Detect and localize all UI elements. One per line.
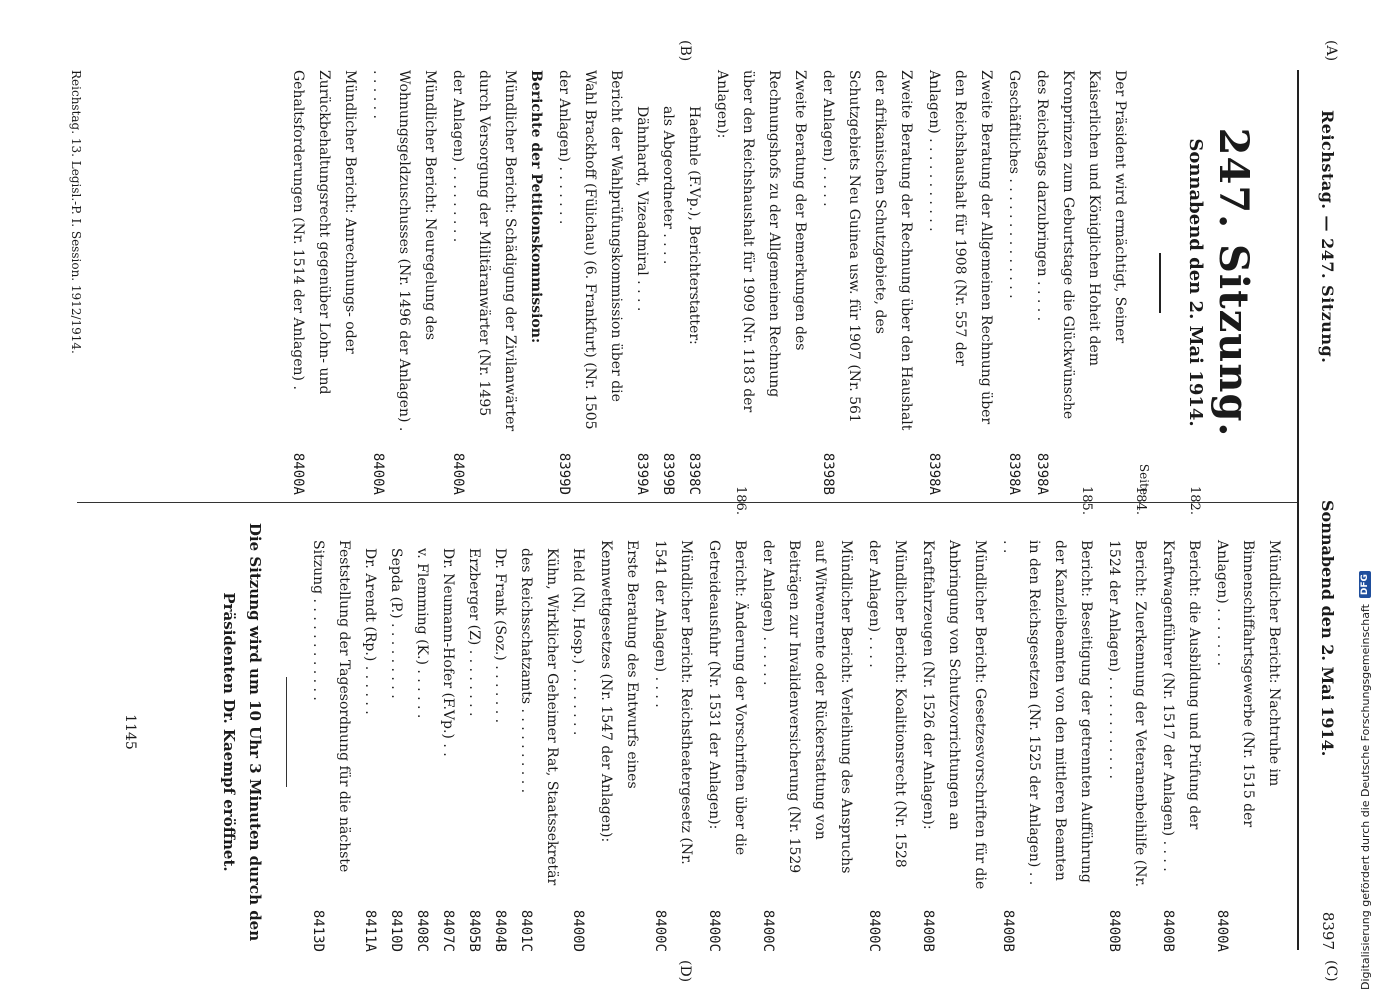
entry-page-ref: 8407C (440, 909, 456, 952)
entry-page-ref: 8400C (652, 909, 668, 952)
seite-label: Seite (1137, 463, 1151, 495)
digitization-credit (1355, 0, 1375, 990)
speaker-entry: Dähnhardt, Vizeadmiral . . . . 8399A (629, 70, 655, 495)
entry-page-ref: 8399A (634, 452, 650, 495)
header-right-title: Sonnabend den 2. Mai 1914. (1318, 500, 1337, 757)
entry-number: 182. (1187, 486, 1202, 515)
entry-page-ref: 8400B (1106, 909, 1122, 952)
entry-page-ref: 8398C (686, 452, 702, 495)
speaker-entry: Erzberger (Z) . . . . . . . . 8405B (461, 512, 487, 952)
agenda-entry: Mündlicher Bericht: Schädigung der Zivilanwärter durch Versorgung der Militäranwärter (Nr. 1495 der Anlagen) . . . . . . . . . 8400A (445, 70, 523, 495)
agenda-entry: Mündlicher Bericht: Anrechnungs- oder Zurückbehaltungsrecht gegenüber Lohn- und Gehaltsforderungen (Nr. 1514 der Anlagen) . 8400A (285, 70, 363, 495)
speaker-entry: Sepda (P.) . . . . . . . . . 8410D (383, 512, 409, 952)
agenda-entry: Mündlicher Bericht: Neuregelung des Wohnungsgeldzuschusses (Nr. 1496 der Anlagen) . . . . . . . 8400A (365, 70, 443, 495)
agenda-entry: Mündlicher Bericht: Koalitionsrecht (Nr. 1528 der Anlagen) . . . . 8400C (861, 512, 913, 952)
agenda-entry: 184. Bericht: Zuerkennung der Veteranenbeihilfe (Nr. 1524 der Anlagen) . . . . . . . . . . . . 8400B (1101, 512, 1153, 952)
speaker-entry: Haehnle (F.Vp.), Berichterstatter: 8398C (681, 70, 707, 495)
title-rule (1159, 253, 1161, 313)
speaker-entry: v. Flemming (K.) . . . . . . 8408C (409, 512, 435, 952)
speaker-entry: als Abgeordneter . . . . 8399B (655, 70, 681, 495)
agenda-entry: Mündlicher Bericht: Nachtruhe im Binnenschiffahrtsgewerbe (Nr. 1515 der Anlagen) . . . . . . . 8400A (1209, 512, 1287, 952)
header-rule (1297, 70, 1299, 950)
entry-page-ref: 8400B (1000, 909, 1016, 952)
agenda-entry: Der Präsident wird ermächtigt, Seiner Kaiserlichen und Königlichen Hoheit dem Kronprinzen zum Geburtstage die Glückwünsche des Reichstags darzubringen . . . . . 8398A (1029, 70, 1133, 495)
speaker-entry: Dr. Frank (Soz.) . . . . . . . 8404B (487, 512, 513, 952)
agenda-entry: Mündlicher Bericht: Reichstheatergesetz (Nr. 1541 der Anlagen) . . . . 8400C (647, 512, 699, 952)
speaker-entry: Dr. Arendt (Rp.) . . . . . . 8411A (357, 512, 383, 952)
margin-marker-a: (A) (1323, 40, 1339, 62)
entry-page-ref: 8398A (1006, 452, 1022, 495)
entry-page-ref: 8398A (1034, 452, 1050, 495)
right-column (216, 486, 1287, 952)
running-header (1303, 70, 1343, 950)
agenda-entry: Mündlicher Bericht: Verleihung des Anspruchs auf Witwenrente oder Rückerstattung von Beiträgen zur Invalidenversicherung (Nr. 1529 der Anlagen) . . . . . . 8400C (755, 512, 859, 952)
entry-page-ref: 8410D (388, 909, 404, 952)
entry-page-ref: 8401C (518, 909, 534, 952)
agenda-entry: Zweite Beratung der Bemerkungen des Rechnungshofs zu der Allgemeinen Rechnung über den Reichshaushalt für 1909 (Nr. 1183 der Anlagen): (714, 70, 808, 413)
speaker-entry: Dr. Neumann-Hofer (F.Vp.) . . 8407C (435, 512, 461, 952)
column-divider (77, 502, 1297, 503)
entry-page-ref: 8400A (290, 452, 306, 495)
footer-imprint: Reichstag. 13. Legisl.-P. I. Session. 1912/1914. (69, 70, 83, 354)
entry-page-ref: 8398B (820, 452, 836, 495)
header-page-number: 8397 (1319, 911, 1337, 950)
agenda-entry: Geschäftliches . . . . . . . . . . . . . . 8398A (1001, 70, 1027, 495)
entry-page-ref: 8400B (920, 909, 936, 952)
agenda-entry: Mündlicher Bericht: Gesetzesvorschriften für die Anbringung von Schutzvorrichtungen an Kraftfahrzeugen (Nr. 1526 der Anlagen): 8400B (915, 512, 993, 952)
margin-marker-c: (C) (1323, 960, 1339, 982)
entry-page-ref: 8400B (1160, 909, 1176, 952)
dfg-logo: DFG (1359, 571, 1371, 598)
entry-page-ref: 8400A (1214, 909, 1230, 952)
session-title: 247. Sitzung. (1210, 127, 1257, 438)
agenda-entry: Bericht der Wahlprüfungskommission über die Wahl Brackhoff (Fülichau) (6. Frankfurt) (Nr. 1505 der Anlagen) . . . . . . . 8399D (551, 70, 629, 495)
sheet-number: 1145 (122, 714, 138, 750)
entry-page-ref: 8400C (706, 909, 722, 952)
entry-page-ref: 8404B (492, 909, 508, 952)
speaker-entry: Kühn, Wirklicher Geheimer Rat, Staatssekretär des Reichsschatzamts . . . . . . . . . . 8401C (513, 512, 565, 952)
entry-page-ref: 8413D (310, 909, 326, 952)
credit-text: Digitalisierung gefördert durch die Deutsche Forschungsgemeinschaft (1358, 604, 1372, 990)
agenda-entry: 182. Bericht: die Ausbildung und Prüfung der Kraftwagenführer (Nr. 1517 der Anlagen) . . . . 8400B (1155, 512, 1207, 952)
entry-page-ref: 8399D (556, 452, 572, 495)
agenda-entry: 186. Bericht: Änderung der Vorschriften über die Getreideausfuhr (Nr. 1531 der Anlagen): 8400C (701, 512, 753, 952)
entry-page-ref: 8400A (450, 452, 466, 495)
entry-page-ref: 8400A (370, 452, 386, 495)
entry-number: 185. (1079, 486, 1094, 515)
agenda-entry: Zweite Beratung der Allgemeinen Rechnung über den Reichshaushalt für 1908 (Nr. 557 der Anlagen) . . . . . . . . . . . 8398A (921, 70, 999, 495)
entry-page-ref: 8405B (466, 909, 482, 952)
entry-page-ref: 8398A (926, 452, 942, 495)
entry-page-ref: 8400C (866, 909, 882, 952)
petition-heading: Berichte der Petitionskommission: (528, 70, 544, 344)
agenda-entry: Feststellung der Tagesordnung für die nächste Sitzung . . . . . . . . . . . . 8413D (305, 512, 357, 952)
session-date: Sonnabend den 2. Mai 1914. (1185, 138, 1206, 427)
agenda-entry: Zweite Beratung der Rechnung über den Haushalt der afrikanischen Schutzgebiete, des Schutzgebiets Neu Guinea usw. für 1907 (Nr. 561 der Anlagen) . . . . . 8398B (815, 70, 919, 495)
left-column (283, 70, 1287, 495)
entry-number: 186. (733, 486, 748, 515)
agenda-entry: Erste Beratung des Entwurfs eines Kennwettgesetzes (Nr. 1547 der Anlagen): (598, 540, 640, 843)
entry-page-ref: 8408C (414, 909, 430, 952)
entry-page-ref: 8400C (760, 909, 776, 952)
speaker-entry: Held (Nl, Hosp.) . . . . . . . . 8400D (565, 512, 591, 952)
margin-marker-d: (D) (677, 960, 693, 983)
entry-page-ref: 8400D (570, 909, 586, 952)
header-left-title: Reichstag. — 247. Sitzung. (1318, 110, 1337, 364)
entry-number: 184. (1133, 486, 1148, 515)
agenda-entry: 185. Bericht: Beseitigung der getrennten Aufführung der Kanzleibeamten von den mittleren Beamten in den Reichsgesetzen (Nr. 1525 der Anlagen) . . . . 8400B (995, 512, 1099, 952)
margin-marker-b: (B) (677, 40, 693, 62)
entry-page-ref: 8411A (362, 909, 378, 952)
entry-page-ref: 8399B (660, 452, 676, 495)
closing-rule (286, 677, 287, 787)
opening-statement: Die Sitzung wird um 10 Uhr 3 Minuten durch den Präsidenten Dr. Kaempf eröffnet. (220, 522, 264, 942)
